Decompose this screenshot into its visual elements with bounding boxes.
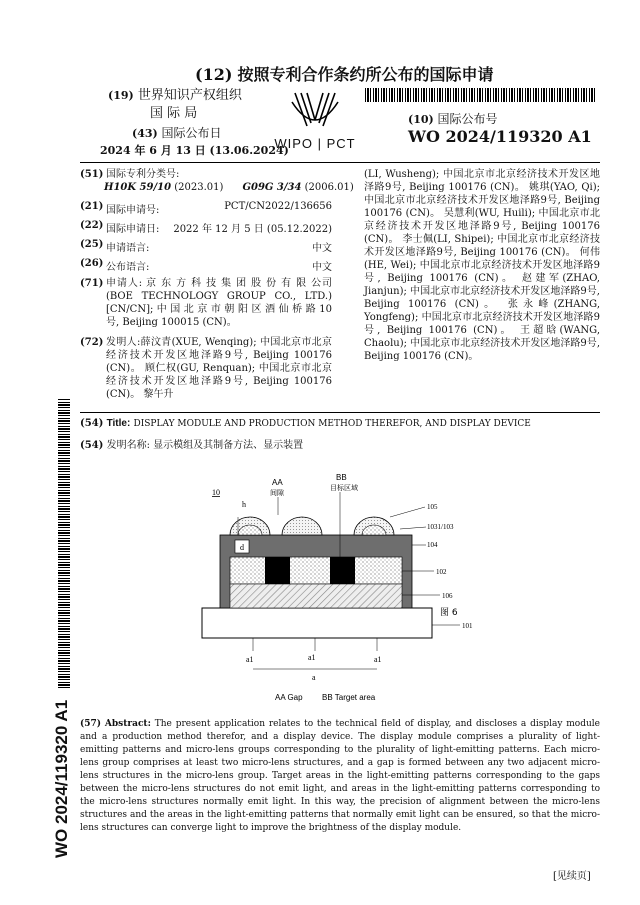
field-26-value: 中文 — [312, 262, 332, 273]
legend-bb: BB Target area — [322, 693, 376, 702]
label-d: d — [240, 543, 244, 552]
layer-106 — [230, 584, 402, 608]
target-area-right — [330, 557, 355, 584]
title-en-label: Title: — [106, 418, 131, 429]
wipo-logo-text: WIPO | PCT — [274, 136, 356, 151]
top-barcode — [365, 88, 595, 102]
field-51-code: (51) — [80, 169, 104, 180]
pubno-code: (10) — [408, 113, 434, 126]
pubdate-block — [132, 124, 222, 141]
field-21-value: PCT/CN2022/136656 — [224, 201, 332, 212]
title-code: (12) — [195, 65, 233, 84]
title-divider — [80, 412, 600, 413]
title-en-code: (54) — [80, 418, 104, 429]
field-21-code: (21) — [80, 201, 104, 212]
ipc-date-1: (2023.01) — [174, 182, 224, 193]
layer-102 — [230, 557, 402, 584]
field-21-label: 国际申请号: — [106, 205, 160, 216]
field-71-code: (71) — [80, 278, 104, 289]
figure-6 — [190, 465, 490, 710]
label-105: 105 — [427, 503, 438, 511]
label-106: 106 — [442, 592, 453, 600]
pubno-block — [408, 110, 498, 127]
abstract-text: The present application relates to the technical field of display, and discloses a display module and a production method therefor, and a display device. The display module comprises a plurality of light-emitting patterns and micro-lens groups corresponding to the plurality of light-emitting patterns. Each micro-lens group comprises at least two micro-lens structures, and a gap is formed between any two adjacent micro-lens structures in the micro-lens group. Target areas in the light-emitting patterns corresponding to the gaps between the micro-lens structures do not emit light, and areas in the light-emitting patterns corresponding to the micro-lens structures normally emit light. In this way, the precision of alignment between the micro-lens structures and the areas in the light-emitting patterns that normally emit light can be ensured, so that the micro-lens structures can converge light to improve the brightness of the display module. — [80, 719, 600, 833]
label-102: 102 — [436, 568, 447, 576]
title-cn-value: 显示模组及其制备方法、显示装置 — [153, 440, 304, 451]
label-a1-left: a1 — [246, 655, 254, 664]
pubno-value: WO 2024/119320 A1 — [408, 127, 592, 146]
org-code: (19) — [108, 89, 134, 102]
title-cn-label: 发明名称: — [106, 440, 150, 451]
document-title — [195, 62, 494, 85]
field-25-code: (25) — [80, 239, 104, 250]
title-en — [80, 418, 531, 429]
label-h: h — [242, 500, 246, 509]
label-aa: AA — [272, 478, 283, 487]
org-block — [108, 84, 242, 103]
field-26-code: (26) — [80, 258, 104, 269]
header-divider — [80, 162, 600, 163]
label-aa-cn: 间隙 — [270, 489, 284, 497]
inventors-continued: (LI, Wusheng); 中国北京市北京经济技术开发区地泽路9号, Beijing 100176 (CN)。 姚琪(YAO, Qi); 中国北京市北京经济技术开发区地泽路9号, Beijing 100176 (CN)。 吴慧利(WU, Huili); 中国北京市北京经济技术开发区地泽路9号, Beijing 100176 (CN)。 李士佩(LI, Shipei); 中国北京市北京经济技术开发区地泽路9号, Beijing 100176 (CN)。 何伟(HE, Wei); 中国北京市北京经济技术开发区地泽路9号, Beijing 100176 (CN)。 赵建军(ZHAO, Jianjun); 中国北京市北京经济技术开发区地泽路9号, Beijing 100176 (CN)。 张永峰(ZHANG, Yongfeng); 中国北京市北京经济技术开发区地泽路9号, Beijing 100176 (CN)。 王超晗(WANG, Chaolu); 中国北京市北京经济技术开发区地泽路9号, Beijing 100176 (CN)。 — [364, 169, 600, 362]
field-22-value: 2022 年 12 月 5 日 (05.12.2022) — [173, 224, 332, 235]
pubno-label: 国际公布号 — [437, 112, 498, 126]
label-1031: 1031/103 — [427, 523, 454, 531]
pubdate-value: 2024 年 6 月 13 日 (13.06.2024) — [100, 144, 289, 157]
label-a1-mid: a1 — [308, 653, 316, 662]
label-fig6: 图 6 — [440, 608, 458, 618]
org-line2: 国 际 局 — [150, 106, 198, 121]
field-51-label: 国际专利分类号: — [106, 169, 180, 180]
side-publication-id: WO 2024/119320 A1 — [52, 699, 71, 858]
field-51-classes — [104, 181, 354, 194]
field-72-code: (72) — [80, 337, 104, 348]
field-71-text: 申请人: 京 东 方 科 技 集 团 股 份 有 限 公司(BOE TECHNOLOGY GROUP CO., LTD.) [CN/CN]; 中 国 北 京 市 朝 阳 区 酒 仙 桥 路 10 号, Beijing 100015 (CN)。 — [106, 278, 332, 328]
micro-lens-mid-left — [282, 517, 322, 535]
field-26-label: 公布语言: — [106, 262, 150, 273]
title-text: 按照专利合作条约所公布的国际申请 — [237, 65, 494, 84]
ipc-date-2: (2006.01) — [304, 182, 354, 193]
legend-aa: AA Gap — [275, 693, 303, 702]
label-10: 10 — [212, 488, 220, 497]
field-72-text: 发明人:薛汶青(XUE, Wenqing); 中国北京市北京经济技术开发区地泽路9号, Beijing 100176 (CN)。 顾仁权(GU, Renquan); 中国北京市北京经济技术开发区地泽路9号, Beijing 100176 (CN)。 黎午升 — [106, 337, 332, 400]
field-22-label: 国际申请日: — [106, 224, 160, 235]
wipo-logo — [270, 88, 360, 150]
org-line1: 世界知识产权组织 — [137, 88, 242, 103]
label-104: 104 — [427, 541, 438, 549]
side-barcode — [58, 398, 70, 688]
continued-footer: [见续页] — [553, 871, 591, 882]
label-101: 101 — [462, 622, 473, 630]
label-a: a — [312, 673, 316, 682]
title-cn-code: (54) — [80, 440, 104, 451]
field-25-value: 中文 — [312, 243, 332, 254]
label-a1-right: a1 — [374, 655, 382, 664]
ipc-class-2: G09G 3/34 — [242, 182, 302, 193]
pubdate-label: 国际公布日 — [161, 126, 222, 140]
abstract — [80, 718, 600, 835]
abstract-code: (57) — [80, 719, 102, 729]
label-bb: BB — [336, 473, 347, 482]
substrate-layer-101 — [202, 608, 432, 638]
ipc-class-1: H10K 59/10 — [104, 182, 172, 193]
pubdate-code: (43) — [132, 127, 158, 140]
field-22-code: (22) — [80, 220, 104, 231]
target-area-left — [265, 557, 290, 584]
title-cn — [80, 436, 303, 451]
abstract-label: Abstract: — [104, 719, 151, 729]
field-25-label: 申请语言: — [106, 243, 150, 254]
wipo-emblem-icon — [270, 88, 360, 132]
label-bb-cn: 目标区域 — [330, 484, 358, 492]
title-en-value: DISPLAY MODULE AND PRODUCTION METHOD THEREFOR, AND DISPLAY DEVICE — [133, 419, 531, 429]
